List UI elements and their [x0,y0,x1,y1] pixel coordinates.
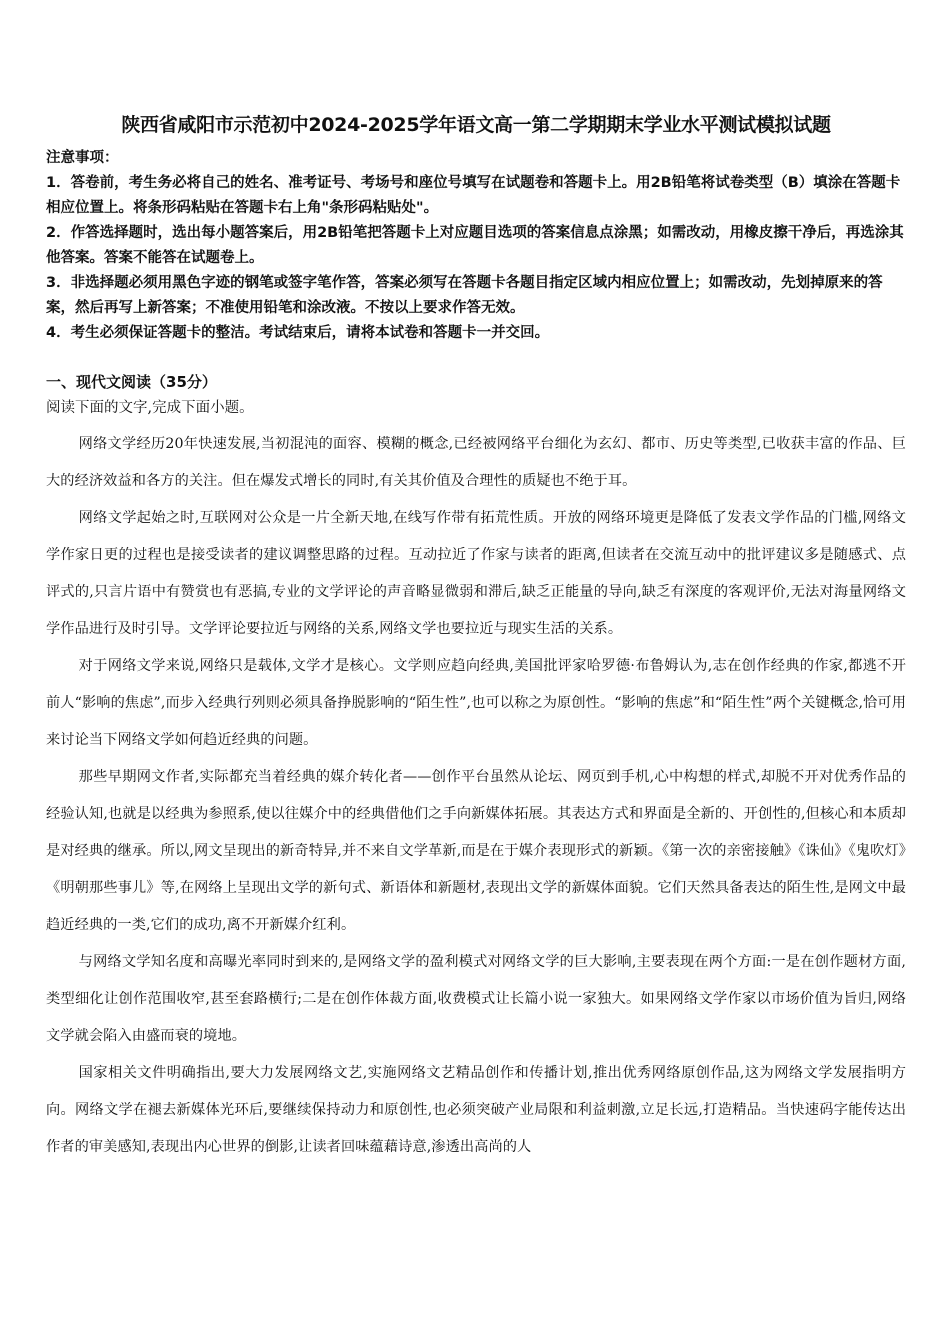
section-heading: 一、现代文阅读（35分） [46,373,217,391]
notice-item: 1．答卷前，考生务必将自己的姓名、准考证号、考场号和座位号填写在试题卷和答题卡上。用2B铅笔将试卷类型（B）填涂在答题卡相应位置上。将条形码粘贴在答题卡右上角"条形码粘贴处"。 [46,175,901,216]
reading-passage [46,426,906,1166]
notice-item: 2．作答选择题时，选出每小题答案后，用2B铅笔把答题卡上对应题目选项的答案信息点涂黑；如需改动，用橡皮擦干净后，再选涂其他答案。答案不能答在试题卷上。 [46,225,904,266]
passage-paragraph: 国家相关文件明确指出,要大力发展网络文艺,实施网络文艺精品创作和传播计划,推出优秀网络原创作品,这为网络文学发展指明方向。网络文学在褪去新媒体光环后,要继续保持动力和原创性,也必须突破产业局限和利益刺激,立足长远,打造精品。当快速码字能传达出作者的审美感知,表现出内心世界的倒影,让读者回味蕴藉诗意,渗透出高尚的人 [46,1065,906,1155]
passage-paragraph: 与网络文学知名度和高曝光率同时到来的,是网络文学的盈利模式对网络文学的巨大影响,主要表现在两个方面:一是在创作题材方面,类型细化让创作范围收窄,甚至套路横行;二是在创作体裁方面,收费模式让长篇小说一家独大。如果网络文学作家以市场价值为旨归,网络文学就会陷入由盛而衰的境地。 [46,954,906,1044]
passage-paragraph: 网络文学起始之时,互联网对公众是一片全新天地,在线写作带有拓荒性质。开放的网络环境更是降低了发表文学作品的门槛,网络文学作家日更的过程也是接受读者的建议调整思路的过程。互动拉近了作家与读者的距离,但读者在交流互动中的批评建议多是随感式、点评式的,只言片语中有赞赏也有恶搞,专业的文学评论的声音略显微弱和滞后,缺乏正能量的导向,缺乏有深度的客观评价,无法对海量网络文学作品进行及时引导。文学评论要拉近与网络的关系,网络文学也要拉近与现实生活的关系。 [46,510,906,637]
notice-item: 4．考生必须保证答题卡的整洁。考试结束后，请将本试卷和答题卡一并交回。 [46,325,550,341]
notice-block [46,146,906,346]
exam-title: 陕西省咸阳市示范初中2024-2025学年语文高一第二学期期末学业水平测试模拟试题 [121,114,831,136]
passage-paragraph: 对于网络文学来说,网络只是载体,文学才是核心。文学则应趋向经典,美国批评家哈罗德·布鲁姆认为,志在创作经典的作家,都逃不开前人“影响的焦虑”,而步入经典行列则必须具备挣脱影响的“陌生性”,也可以称之为原创性。“影响的焦虑”和“陌生性”两个关键概念,恰可用来讨论当下网络文学如何趋近经典的问题。 [46,658,906,748]
passage-paragraph: 那些早期网文作者,实际都充当着经典的媒介转化者——创作平台虽然从论坛、网页到手机,心中构想的样式,却脱不开对优秀作品的经验认知,也就是以经典为参照系,使以往媒介中的经典借他们之手向新媒体拓展。其表达方式和界面是全新的、开创性的,但核心和本质却是对经典的继承。所以,网文呈现出的新奇特异,并不来自文学革新,而是在于媒介表现形式的新颖。《第一次的亲密接触》《诛仙》《鬼吹灯》《明朝那些事儿》等,在网络上呈现出文学的新句式、新语体和新题材,表现出文学的新媒体面貌。它们天然具备表达的陌生性,是网文中最趋近经典的一类,它们的成功,离不开新媒介红利。 [46,769,906,933]
notice-item: 3．非选择题必须用黑色字迹的钢笔或签字笔作答，答案必须写在答题卡各题目指定区域内相应位置上；如需改动，先划掉原来的答案，然后再写上新答案；不准使用铅笔和涂改液。不按以上要求作答无效。 [46,275,883,316]
notice-heading: 注意事项： [46,150,119,166]
section-instruction: 阅读下面的文字,完成下面小题。 [46,400,254,416]
passage-paragraph: 网络文学经历20年快速发展,当初混沌的面容、模糊的概念,已经被网络平台细化为玄幻、都市、历史等类型,已收获丰富的作品、巨大的经济效益和各方的关注。但在爆发式增长的同时,有关其价值及合理性的质疑也不绝于耳。 [46,436,906,489]
